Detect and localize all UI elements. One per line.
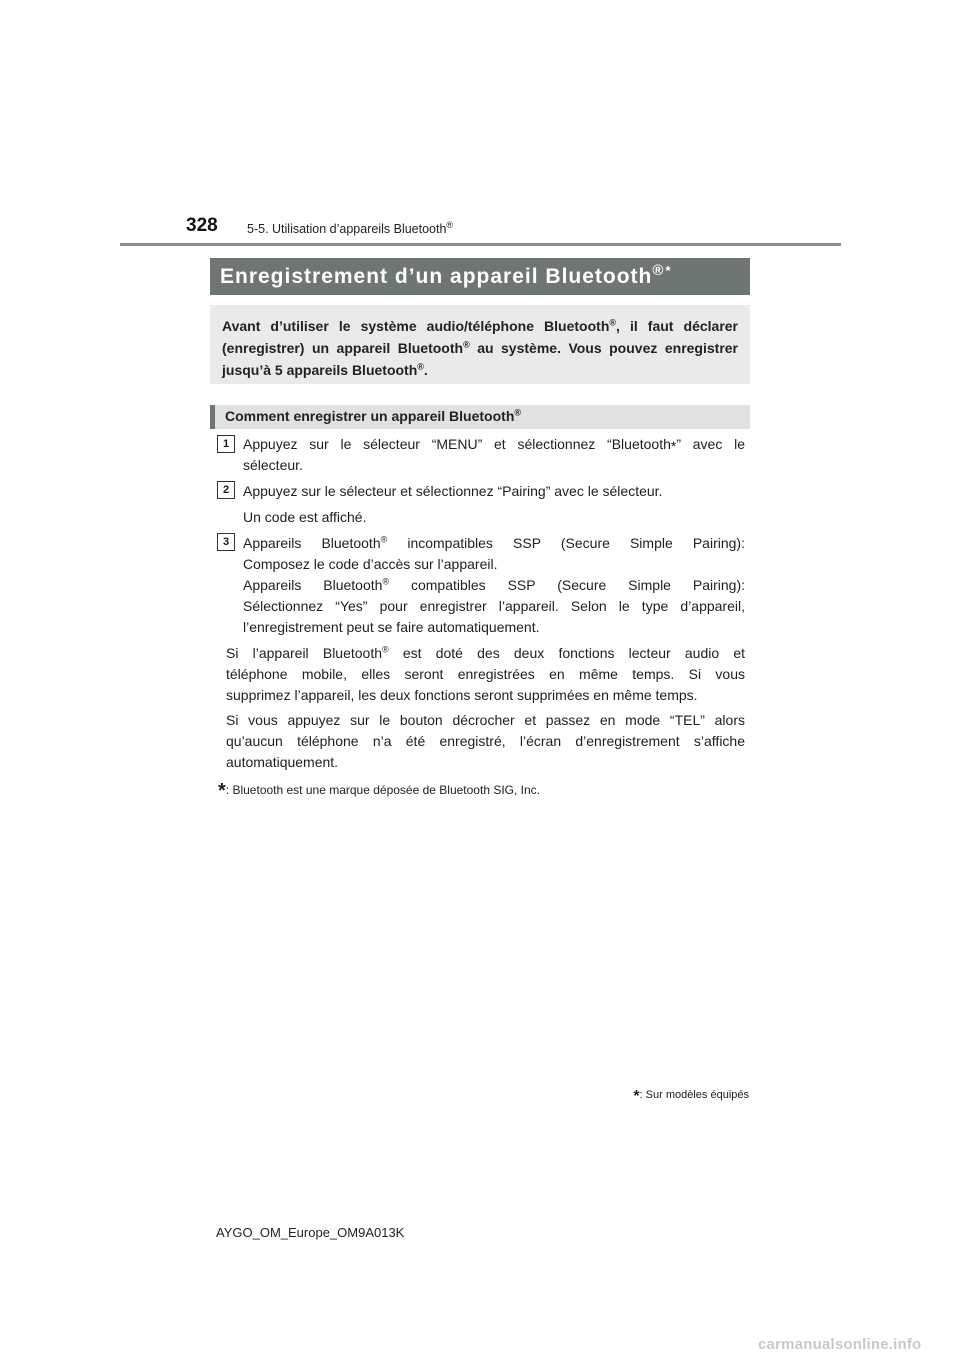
document-id: AYGO_OM_Europe_OM9A013K: [216, 1225, 405, 1240]
step-number: 1: [217, 435, 235, 453]
step-note: Un code est affiché.: [243, 509, 367, 525]
step-number: 2: [217, 481, 235, 499]
step-number: 3: [217, 533, 235, 551]
trademark-footnote: *: Bluetooth est une marque déposée de Bluetooth SIG, Inc.: [218, 780, 541, 802]
note-paragraph: Si vous appuyez sur le bouton décrocher et passez en mode “TEL” alors qu’aucun téléphone n’a été enregistré, l’écran d’enregistrement s’affiche automatiquement.: [226, 712, 745, 770]
step-text: Appuyez sur le sélecteur “MENU” et sélectionnez “Bluetooth*” avec le sélecteur.: [243, 436, 745, 473]
note-paragraph: Si l’appareil Bluetooth® est doté des deux fonctions lecteur audio et téléphone mobile, elles seront enregistrées en même temps. Si vous supprimez l’appareil, les deux fonctions seront supprimées en même temps.: [226, 644, 745, 703]
page-number: 328: [186, 215, 218, 236]
subsection-heading: Comment enregistrer un appareil Bluetooth®: [210, 405, 750, 429]
intro-box: Avant d’utiliser le système audio/téléphone Bluetooth®, il faut déclarer (enregistrer) un appareil Bluetooth® au système. Vous pouvez enregistrer jusqu’à 5 appareils Bluetooth®.: [210, 305, 750, 384]
page-title: Enregistrement d’un appareil Bluetooth®*: [210, 258, 750, 295]
section-path: 5-5. Utilisation d’appareils Bluetooth®: [247, 219, 454, 236]
watermark: carmanualsonline.info: [758, 1336, 922, 1353]
equipped-footnote: *: Sur modèles équipés: [633, 1088, 749, 1105]
header-rule: [120, 243, 841, 246]
step-text: Appuyez sur le sélecteur et sélectionnez “Pairing” avec le sélecteur.: [243, 483, 663, 499]
step-text: Appareils Bluetooth® incompatibles SSP (Secure Simple Pairing): Composez le code d’accès sur l’appareil. Appareils Bluetooth® compatibles SSP (Secure Simple Pairing): Sélectionnez “Yes” pour enregistrer l’appareil. Selon le type d’appareil, l’enregistrement peut se faire automatiquement.: [243, 534, 745, 635]
